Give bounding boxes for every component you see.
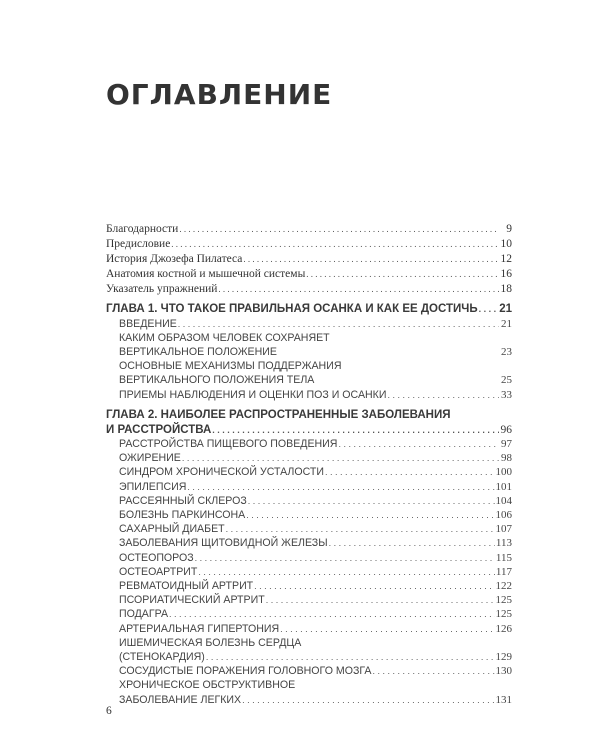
toc-entry-title: История Джозефа Пилатеса	[106, 253, 243, 265]
toc-entry[interactable]	[106, 451, 512, 465]
toc-entry-page: 33	[501, 388, 512, 401]
toc-entry-title: ОСТЕОАРТРИТ	[119, 565, 198, 578]
toc-entry-page: 18	[500, 283, 512, 295]
toc-entry-title: СИНДРОМ ХРОНИЧЕСКОЙ УСТАЛОСТИ	[119, 466, 324, 479]
toc-entry-page: 25	[501, 374, 512, 387]
toc-entry[interactable]	[106, 437, 512, 451]
toc-entry-title: ОСТЕОПОРОЗ	[119, 551, 194, 564]
toc-entry-title: РАССТРОЙСТВА ПИЩЕВОГО ПОВЕДЕНИЯ	[119, 438, 338, 450]
toc-entry-page: 106	[495, 509, 512, 522]
toc-entry-title-line1: ХРОНИЧЕСКОЕ ОБСТРУКТИВНОЕ	[119, 679, 296, 692]
toc-entry-title-line2: ВЕРТИКАЛЬНОГО ПОЛОЖЕНИЯ ТЕЛА	[119, 374, 315, 387]
toc-entry-title: ПОДАГРА	[119, 608, 169, 621]
toc-entry-title-line1: ОСНОВНЫЕ МЕХАНИЗМЫ ПОДДЕРЖАНИЯ	[119, 360, 342, 373]
toc-entry[interactable]	[106, 678, 512, 706]
toc-entry-history[interactable]	[106, 252, 512, 267]
toc-entry-title: РЕВМАТОИДНЫЙ АРТРИТ	[119, 580, 254, 593]
toc-entry[interactable]	[106, 664, 512, 678]
toc-entry-title-line2: (СТЕНОКАРДИЯ)	[119, 651, 205, 664]
toc-entry-title: БОЛЕЗНЬ ПАРКИНСОНА	[119, 509, 246, 522]
toc-entry[interactable]	[106, 551, 512, 565]
toc-entry-page: 129	[495, 651, 512, 664]
toc-entry[interactable]	[106, 508, 512, 522]
toc-entry[interactable]	[106, 480, 512, 494]
toc-entry-title: ВВЕДЕНИЕ	[119, 317, 177, 330]
toc-entry-page: 100	[495, 466, 512, 479]
toc-entry[interactable]	[106, 522, 512, 536]
front-matter-list	[106, 222, 512, 297]
toc-entry-page: 101	[495, 480, 512, 493]
toc-entry-page: 113	[495, 537, 512, 550]
toc-entry-page: 125	[495, 608, 512, 621]
toc-entry-page: 97	[501, 438, 512, 450]
toc-entry-title: ОЖИРЕНИЕ	[119, 452, 181, 465]
toc-entry-page: 104	[495, 494, 512, 507]
toc-entry-acknowledgements[interactable]	[106, 222, 512, 237]
toc-entry-page: 16	[500, 268, 512, 280]
toc-entry-preface[interactable]	[106, 237, 512, 252]
chapter-title-line2: И РАССТРОЙСТВА	[106, 423, 212, 436]
toc-entry-page: 107	[495, 523, 512, 536]
toc-entry-title-line2: ЗАБОЛЕВАНИЕ ЛЕГКИХ	[119, 693, 242, 706]
chapter-title: ГЛАВА 1. ЧТО ТАКОЕ ПРАВИЛЬНАЯ ОСАНКА И КАК ЕЕ ДОСТИЧЬ	[106, 303, 478, 315]
toc-entry-page: 117	[495, 565, 512, 578]
toc-entry-page: 126	[495, 622, 512, 635]
toc-entry-page: 12	[500, 253, 512, 265]
toc-entry-page: 9	[506, 223, 512, 235]
toc-entry-exercise-index[interactable]	[106, 282, 512, 297]
toc-entry[interactable]	[106, 593, 512, 607]
page-number: 6	[106, 705, 112, 717]
toc-entry-title: РАССЕЯННЫЙ СКЛЕРОЗ	[119, 494, 247, 507]
toc-entry-page: 130	[495, 665, 512, 678]
toc-entry[interactable]	[106, 636, 512, 664]
toc-entry-title: СОСУДИСТЫЕ ПОРАЖЕНИЯ ГОЛОВНОГО МОЗГА	[119, 665, 372, 678]
toc-entry[interactable]	[106, 622, 512, 636]
toc-entry-page: 21	[501, 317, 512, 330]
toc-entry-page: 10	[500, 238, 512, 250]
chapter-2-heading[interactable]	[106, 408, 512, 437]
toc-entry-page: 23	[501, 345, 512, 358]
toc-entry-title: Анатомия костной и мышечной системы	[106, 268, 306, 280]
toc-entry[interactable]	[106, 465, 512, 479]
chapter-2-section	[106, 408, 512, 707]
toc-entry-page: 115	[495, 551, 512, 564]
toc-entry-title: Предисловие	[106, 238, 171, 250]
toc-entry-page: 125	[495, 594, 512, 607]
chapter-1-section	[106, 302, 512, 402]
toc-entry-title-line1: КАКИМ ОБРАЗОМ ЧЕЛОВЕК СОХРАНЯЕТ	[119, 331, 330, 344]
toc-entry-title: ЭПИЛЕПСИЯ	[119, 480, 187, 493]
toc-entry-page: 131	[495, 693, 512, 706]
toc-entry-title-line2: ВЕРТИКАЛЬНОЕ ПОЛОЖЕНИЕ	[119, 345, 277, 358]
toc-entry[interactable]	[106, 607, 512, 621]
toc-entry[interactable]	[106, 317, 512, 331]
toc-entry[interactable]	[106, 565, 512, 579]
toc-entry-page: 98	[501, 452, 512, 465]
toc-entry-title: Благодарности	[106, 223, 179, 235]
toc-entry-page: 122	[495, 580, 512, 593]
toc-entry-title: АРТЕРИАЛЬНАЯ ГИПЕРТОНИЯ	[119, 622, 280, 635]
chapter-page: 96	[500, 423, 512, 436]
toc-entry[interactable]	[106, 359, 512, 387]
chapter-1-heading[interactable]	[106, 302, 512, 317]
toc-entry[interactable]	[106, 388, 512, 402]
toc-entry[interactable]	[106, 579, 512, 593]
toc-entry-title: Указатель упражнений	[106, 283, 218, 295]
page-title: ОГЛАВЛЕНИЕ	[106, 78, 333, 111]
toc-entry-title: ПРИЕМЫ НАБЛЮДЕНИЯ И ОЦЕНКИ ПОЗ И ОСАНКИ	[119, 388, 387, 401]
toc-entry[interactable]	[106, 331, 512, 359]
toc-entry-title: ПСОРИАТИЧЕСКИЙ АРТРИТ	[119, 594, 265, 607]
toc-entry[interactable]	[106, 536, 512, 550]
chapter-page: 21	[499, 303, 512, 315]
toc-entry-title: ЗАБОЛЕВАНИЯ ЩИТОВИДНОЙ ЖЕЛЕЗЫ	[119, 537, 328, 550]
chapter-title-line1: ГЛАВА 2. НАИБОЛЕЕ РАСПРОСТРАНЕННЫЕ ЗАБОЛЕВАНИЯ	[106, 409, 451, 421]
toc-entry-anatomy[interactable]	[106, 267, 512, 282]
toc-entry-title: САХАРНЫЙ ДИАБЕТ	[119, 523, 225, 536]
toc-entry-title-line1: ИШЕМИЧЕСКАЯ БОЛЕЗНЬ СЕРДЦА	[119, 636, 302, 649]
toc-entry[interactable]	[106, 494, 512, 508]
